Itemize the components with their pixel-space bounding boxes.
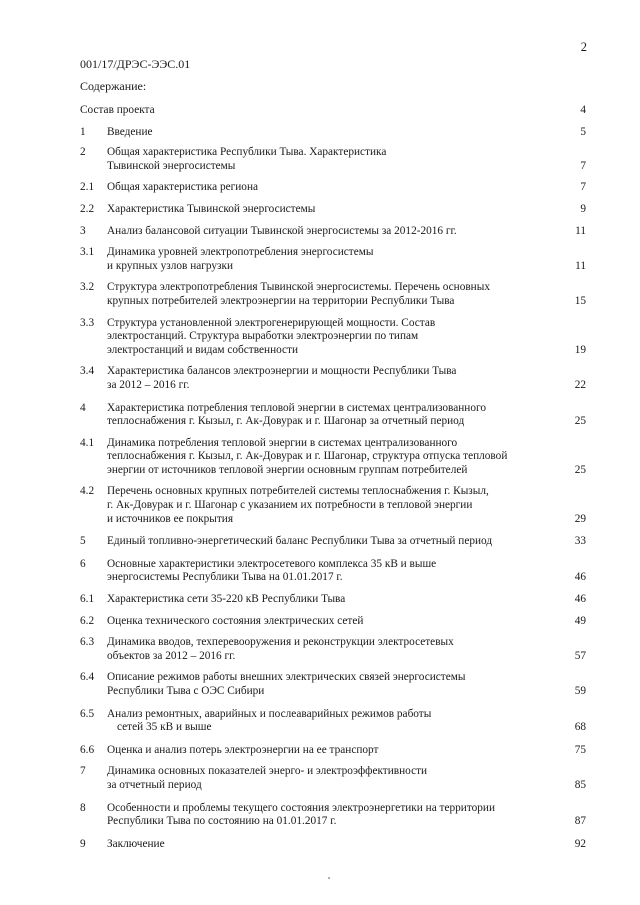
toc-entry: [80, 146, 586, 173]
toc-entry-title-line: Единый топливно-энергетический баланс Республики Тыва за отчетный период: [107, 535, 493, 548]
toc-entry-number: 3: [80, 224, 86, 237]
toc-entry: [80, 671, 586, 698]
toc-entry-page: 9: [580, 202, 586, 215]
toc-entry-number: 2: [80, 146, 86, 159]
toc-entry: [80, 317, 586, 358]
toc-entry-page: 75: [574, 743, 586, 756]
toc-entry-title-line: энергосистемы Республики Тыва на 01.01.2017 г.: [107, 571, 343, 584]
toc-entry: [80, 636, 586, 663]
toc-entry-title-line: Республики Тыва с ОЭС Сибири: [107, 685, 265, 697]
toc-entry-title-line: Динамика уровней электропотребления энергосистемы: [107, 246, 374, 259]
toc-entry: [80, 225, 586, 239]
toc-entry-title-line: Структура электропотребления Тывинской энергосистемы. Перечень основных: [107, 281, 490, 294]
toc-entry-title-line: Тывинской энергосистемы: [107, 159, 236, 172]
toc-entry-title: [107, 246, 546, 273]
toc-entry-page: 49: [574, 614, 586, 627]
toc-entry-page: 7: [580, 159, 586, 172]
toc-entry-page: 4: [580, 104, 586, 116]
toc-entry-title: [107, 203, 546, 217]
toc-entry-title-line: Оценка и анализ потерь электроэнергии на ее транспорт: [107, 743, 379, 756]
toc-entry-number: 4: [80, 401, 86, 414]
toc-entry-title-line: теплоснабжения г. Кызыл, г. Ак-Довурак и г. Шагонар, структура отпуска тепловой: [107, 450, 508, 463]
toc-entry-title-line: крупных потребителей электроэнергии на территории Республики Тыва: [107, 294, 455, 307]
toc-entry-title-line: Характеристика балансов электроэнергии и мощности Республики Тыва: [107, 365, 457, 378]
toc-entry-title: [107, 365, 546, 392]
toc-entry-title-line: Основные характеристики электросетевого комплекса 35 кВ и выше: [107, 557, 437, 570]
toc-entry-number: 8: [80, 801, 86, 814]
toc-entry-page: 19: [574, 343, 586, 356]
toc-heading: Содержание:: [80, 79, 147, 93]
toc-entry: [80, 281, 586, 308]
toc-entry: [80, 181, 586, 195]
toc-entry: [80, 708, 586, 735]
toc-entry-title: [107, 281, 546, 308]
toc-entry-number: 7: [80, 765, 86, 778]
toc-entry-title-line: объектов за 2012 – 2016 гг.: [107, 649, 236, 662]
toc-entry-title-line: и источников ее покрытия: [107, 512, 234, 525]
toc-entry-title: [107, 437, 546, 478]
toc-entry-number: 4.2: [80, 485, 95, 498]
toc-entry-title-line: Заключение: [107, 837, 165, 850]
toc-entry-title-line: электростанций. Структура выработки электроэнергии по типам: [107, 330, 419, 343]
toc-entry-number: 6.5: [80, 707, 95, 720]
toc-entry-title-line: Характеристика Тывинской энергосистемы: [107, 202, 316, 215]
toc-entry-page: 22: [574, 378, 586, 391]
toc-entry-page: 46: [574, 593, 586, 606]
toc-entry-page: 59: [574, 685, 586, 697]
toc-entry-number: 6.4: [80, 671, 95, 684]
toc-entry-title-line: Описание режимов работы внешних электрических связей энергосистемы: [107, 671, 466, 684]
toc-entry-number: 9: [80, 837, 86, 850]
toc-entry-number: 3.2: [80, 281, 95, 294]
toc-entry-title: [107, 636, 546, 663]
toc-entry-title: [107, 558, 546, 585]
toc-entry-page: 46: [574, 571, 586, 584]
toc-entry-title-line: Состав проекта: [80, 104, 155, 116]
toc-entry-number: 2.2: [80, 202, 95, 215]
toc-entry: [80, 126, 586, 140]
toc-entry-title-line: Структура установленной электрогенерирующей мощности. Состав: [107, 316, 436, 329]
toc-entry: [80, 765, 586, 792]
toc-entry-number: 3.1: [80, 246, 95, 259]
toc-entry-title: [107, 146, 546, 173]
toc-entry-number: 4.1: [80, 436, 95, 449]
toc-entry-title: [107, 317, 546, 358]
toc-entry: [80, 615, 586, 629]
toc-entry-number: 5: [80, 535, 86, 548]
toc-entry-title: [107, 615, 546, 629]
toc-entry-title: [107, 765, 546, 792]
toc-entry: [80, 203, 586, 217]
toc-entry-title-line: за отчетный период: [107, 778, 202, 791]
toc-entry: [80, 558, 586, 585]
toc-entry-title-line: энергии от источников тепловой энергии основным группам потребителей: [107, 463, 468, 476]
toc-entry-page: 57: [574, 649, 586, 662]
toc-entry-title: [107, 671, 546, 698]
toc-entry-title-line: электростанций и видам собственности: [107, 343, 299, 356]
toc-entry-title-line: Республики Тыва по состоянию на 01.01.2017 г.: [107, 815, 337, 828]
toc-entry-title-line: Анализ балансовой ситуации Тывинской энергосистемы за 2012-2016 гг.: [107, 224, 457, 237]
toc-entry-title: [107, 744, 546, 758]
toc-entry-title-line: Оценка технического состояния электрических сетей: [107, 614, 364, 627]
toc-entry: [80, 485, 586, 526]
toc-entry-title-line: теплоснабжения г. Кызыл, г. Ак-Довурак и г. Шагонар за отчетный период: [107, 415, 465, 428]
toc-entry-page: 15: [574, 294, 586, 307]
toc-entry-title-line: Динамика вводов, техперевооружения и реконструкции электросетевых: [107, 636, 454, 649]
table-of-contents: [80, 96, 586, 851]
toc-entry: [80, 593, 586, 607]
toc-entry-number: 6.6: [80, 743, 95, 756]
toc-entry: [80, 838, 586, 852]
toc-entry-title-line: сетей 35 кВ и выше: [117, 721, 212, 734]
toc-entry-title-line: за 2012 – 2016 гг.: [107, 378, 190, 391]
toc-entry-number: 2.1: [80, 181, 95, 194]
toc-entry: [80, 246, 586, 273]
toc-entry-title: [107, 535, 546, 549]
toc-entry-title-line: Анализ ремонтных, аварийных и послеаварийных режимов работы: [107, 707, 432, 720]
toc-entry: [80, 402, 586, 429]
scan-speck: [328, 877, 330, 879]
toc-entry-title: [107, 485, 546, 526]
toc-entry-title: [107, 181, 546, 195]
toc-entry-number: 6.2: [80, 614, 95, 627]
toc-entry-page: 85: [574, 778, 586, 791]
toc-entry: [80, 104, 586, 118]
toc-entry-page: 11: [575, 224, 586, 237]
toc-entry-title: [107, 225, 546, 239]
toc-entry-page: 87: [574, 815, 586, 828]
toc-entry-title: [107, 838, 546, 852]
doc-code: 001/17/ДРЭС-ЭЭС.01: [80, 57, 191, 71]
toc-entry-page: 92: [574, 837, 586, 850]
toc-entry-page: 33: [574, 535, 586, 548]
toc-entry-title-line: и крупных узлов нагрузки: [107, 259, 234, 272]
toc-entry-title: [80, 104, 546, 118]
toc-entry-page: 29: [574, 512, 586, 525]
toc-entry: [80, 802, 586, 829]
toc-entry-page: 25: [574, 463, 586, 476]
toc-entry: [80, 365, 586, 392]
toc-entry-number: 3.3: [80, 316, 95, 329]
toc-entry-page: 11: [575, 259, 586, 272]
toc-entry-title: [107, 126, 546, 140]
toc-entry-title-line: Перечень основных крупных потребителей системы теплоснабжения г. Кызыл,: [107, 485, 489, 498]
toc-entry-page: 5: [580, 125, 586, 138]
toc-entry-title-line: Общая характеристика Республики Тыва. Характеристика: [107, 146, 387, 159]
toc-entry-title-line: Особенности и проблемы текущего состояния электроэнергетики на территории: [107, 801, 496, 814]
toc-entry-title: [107, 402, 546, 429]
toc-entry: [80, 535, 586, 549]
toc-entry-title-line: Общая характеристика региона: [107, 181, 259, 194]
toc-entry-number: 3.4: [80, 365, 95, 378]
toc-entry-page: 25: [574, 415, 586, 428]
toc-entry-number: 1: [80, 125, 86, 138]
toc-entry-title-line: Введение: [107, 125, 153, 138]
toc-entry-title-line: Характеристика сети 35-220 кВ Республики Тыва: [107, 593, 346, 606]
toc-entry: [80, 437, 586, 478]
toc-entry-title: [107, 593, 546, 607]
toc-entry-title-line: Характеристика потребления тепловой энергии в системах централизованного: [107, 401, 486, 414]
toc-entry-number: 6.3: [80, 636, 95, 649]
toc-entry-title: [107, 802, 546, 829]
toc-entry-number: 6: [80, 557, 86, 570]
toc-entry: [80, 744, 586, 758]
toc-entry-page: 68: [574, 721, 586, 734]
toc-entry-title-line: Динамика основных показателей энерго- и электроэффективности: [107, 765, 428, 778]
toc-entry-title: [107, 708, 546, 735]
page-number: 2: [580, 40, 587, 54]
toc-entry-number: 6.1: [80, 593, 95, 606]
toc-entry-page: 7: [580, 181, 586, 194]
toc-entry-title-line: Динамика потребления тепловой энергии в системах централизованного: [107, 436, 458, 449]
toc-entry-title-line: г. Ак-Довурак и г. Шагонар с указанием их потребности в тепловой энергии: [107, 499, 473, 512]
